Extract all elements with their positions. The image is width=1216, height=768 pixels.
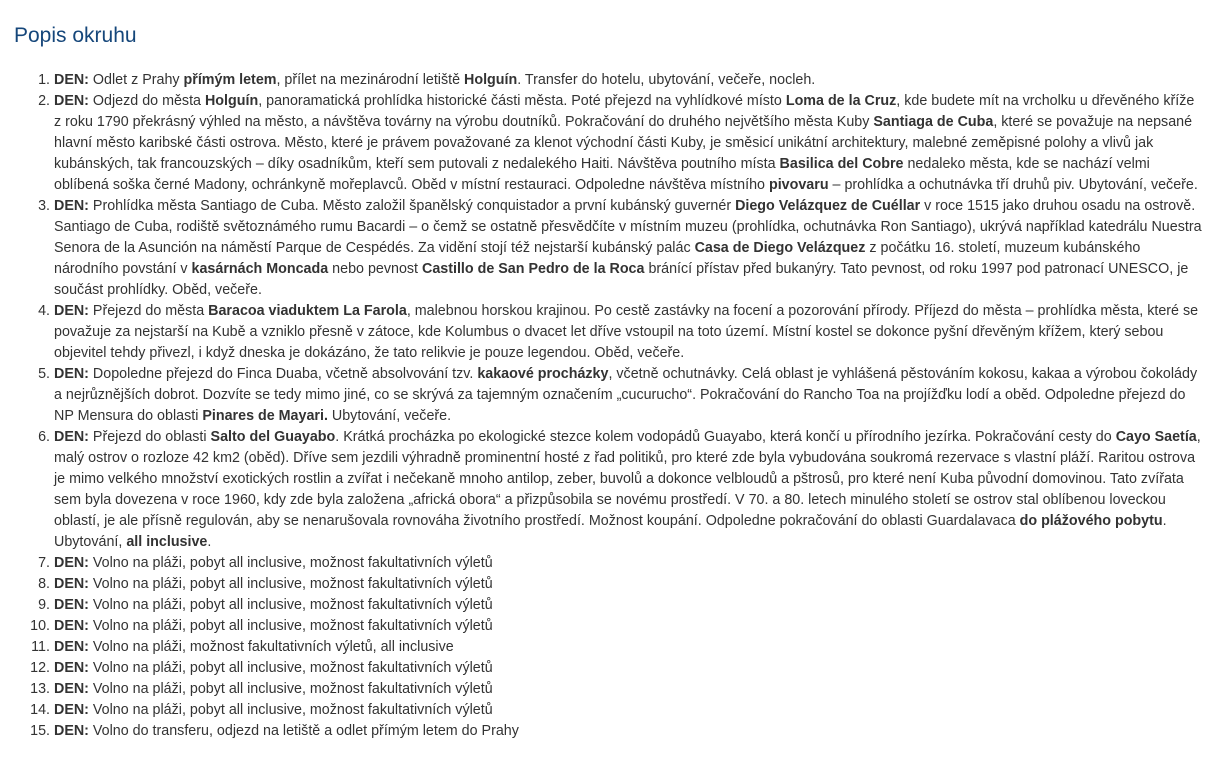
- description-text: Odjezd do města: [88, 93, 205, 109]
- day-number: 3.: [38, 198, 50, 214]
- description-text: Ubytování, večeře.: [327, 408, 452, 424]
- day-description: [54, 198, 1202, 298]
- highlighted-text: Baracoa viaduktem La Farola: [208, 303, 407, 319]
- highlighted-text: DEN:: [54, 681, 89, 697]
- description-text: Dopoledne přejezd do Finca Duaba, včetně absolvování tzv.: [88, 366, 478, 382]
- day-description: [54, 597, 493, 613]
- highlighted-text: DEN:: [54, 639, 89, 655]
- day-number: 7.: [38, 555, 50, 571]
- highlighted-text: DEN:: [54, 93, 89, 109]
- highlighted-text: Loma de la Cruz: [785, 93, 897, 109]
- highlighted-text: kasárnách Moncada: [191, 261, 329, 277]
- itinerary-day: [14, 700, 1202, 721]
- day-number: 11.: [31, 639, 50, 655]
- day-number: 6.: [38, 429, 50, 445]
- highlighted-text: DEN:: [54, 555, 89, 571]
- highlighted-text: Basilica del Cobre: [779, 156, 904, 172]
- itinerary-day: [14, 364, 1202, 427]
- itinerary-day: [14, 91, 1202, 196]
- highlighted-text: DEN:: [54, 660, 89, 676]
- highlighted-text: kakaové procházky: [477, 366, 609, 382]
- section-heading: Popis okruhu: [14, 24, 137, 47]
- itinerary-day: [14, 721, 1202, 742]
- itinerary-day: [14, 301, 1202, 364]
- itinerary-day: [14, 616, 1202, 637]
- itinerary-day: [14, 427, 1202, 553]
- highlighted-text: DEN:: [54, 303, 89, 319]
- description-text: Volno na pláži, pobyt all inclusive, možnost fakultativních výletů: [88, 618, 493, 634]
- description-text: , malý ostrov o rozloze 42 km2 (oběd). Dříve sem jezdili výhradně prominentní hosté z řad politiků, pro které zde byla vybudována soukromá rezervace s vlastní pláží. Raritou ostrova je mimo velkého množství exotických rostlin a zvířat i nečekaně mnoho antilop, zeber, buvolů a dokonce velbloudů a pštrosů, pro které není Kuba původní domovinou. Tato zvířata sem byla dovezena v roce 1960, kdy zde byla založena „africká obora“ a přizpůsobila se novému prostředí. V 70. a 80. letech minulého století se ostrov stal oblíbenou loveckou oblastí, je ale přísně regulován, aby se nenarušovala rovnováha životního prostředí. Možnost koupání. Odpoledne pokračování do oblasti Guardalavaca: [54, 429, 1201, 529]
- highlighted-text: DEN:: [54, 366, 89, 382]
- highlighted-text: Pinares de Mayari.: [202, 408, 328, 424]
- description-text: Volno na pláži, pobyt all inclusive, možnost fakultativních výletů: [88, 681, 493, 697]
- itinerary-list: [14, 70, 1202, 742]
- description-text: Odlet z Prahy: [88, 72, 184, 88]
- description-text: , panoramatická prohlídka historické části města. Poté přejezd na vyhlídkové místo: [258, 93, 786, 109]
- highlighted-text: Holguín: [204, 93, 259, 109]
- day-description: [54, 576, 493, 592]
- description-text: Přejezd do města: [88, 303, 209, 319]
- description-text: . Transfer do hotelu, ubytování, večeře, nocleh.: [517, 72, 816, 88]
- highlighted-text: DEN:: [54, 72, 89, 88]
- description-text: . Krátká procházka po ekologické stezce kolem vodopádů Guayabo, která končí u přírodního jezírka. Pokračování cesty do: [335, 429, 1116, 445]
- description-text: Prohlídka města Santiago de Cuba. Město založil španělský conquistador a první kubánský guvernér: [88, 198, 736, 214]
- description-text: Volno na pláži, pobyt all inclusive, možnost fakultativních výletů: [88, 702, 493, 718]
- description-text: , které se považuje na nepsané hlavní město karibské části ostrova. Město, které je právem považované za klenot východní části Kuby, je směsicí unikátní architektury, malebné zeměpisné polohy a vlivů jak kubánských, tak francouzských – díky osadníkům, kteří sem putovali z nedalekého Haiti. Návštěva poutního místa: [54, 114, 1193, 172]
- highlighted-text: DEN:: [54, 576, 89, 592]
- day-number: 8.: [38, 576, 50, 592]
- description-text: z počátku 16. století, muzeum kubánského národního povstání v: [54, 240, 1141, 277]
- day-description: [54, 366, 1197, 424]
- itinerary-day: [14, 658, 1202, 679]
- day-number: 1.: [38, 72, 50, 88]
- day-number: 12.: [30, 660, 50, 676]
- highlighted-text: DEN:: [54, 198, 89, 214]
- highlighted-text: pivovaru: [768, 177, 829, 193]
- day-number: 15.: [30, 723, 50, 739]
- day-description: [54, 681, 493, 697]
- description-text: , malebnou horskou krajinou. Po cestě zastávky na focení a pozorování přírody. Příjezd do města – prohlídka města, které se považuje za nejstarší na Kubě a vzniklo přesně v zátoce, kde Kolumbus o dvacet let dříve vstoupil na toto území. Místní kostel se dokonce pyšní dřevěným křížem, který sebou objevitel tehdy přivezl, i když dneska je dokázáno, že tato relikvie je pouze legendou. Oběd, večeře.: [54, 303, 1199, 361]
- itinerary-day: [14, 637, 1202, 658]
- description-text: – prohlídka a ochutnávka tří druhů piv. Ubytování, večeře.: [828, 177, 1198, 193]
- description-text: nedaleko města, kde se nachází velmi oblíbená soška černé Madony, ochránkyně mořeplavců. Oběd v místní restauraci. Odpoledne návštěva místního: [54, 156, 1150, 193]
- day-description: [54, 93, 1198, 193]
- highlighted-text: DEN:: [54, 723, 89, 739]
- description-text: Volno na pláži, pobyt all inclusive, možnost fakultativních výletů: [88, 555, 493, 571]
- day-description: [54, 72, 815, 88]
- day-number: 10.: [30, 618, 50, 634]
- highlighted-text: Cayo Saetía: [1115, 429, 1197, 445]
- itinerary-day: [14, 679, 1202, 700]
- day-number: 5.: [38, 366, 50, 382]
- day-description: [54, 303, 1198, 361]
- highlighted-text: Casa de Diego Velázquez: [694, 240, 866, 256]
- highlighted-text: Salto del Guayabo: [210, 429, 336, 445]
- day-number: 4.: [38, 303, 50, 319]
- highlighted-text: Castillo de San Pedro de la Roca: [422, 261, 645, 277]
- description-text: bránící přístav před bukanýry. Tato pevnost, od roku 1997 pod patronací UNESCO, je součást prohlídky. Oběd, večeře.: [54, 261, 1189, 298]
- day-number: 13.: [30, 681, 50, 697]
- day-description: [54, 618, 493, 634]
- day-number: 9.: [38, 597, 50, 613]
- description-text: . Ubytování,: [54, 513, 1167, 550]
- description-text: Volno na pláži, pobyt all inclusive, možnost fakultativních výletů: [88, 660, 493, 676]
- itinerary-day: [14, 595, 1202, 616]
- day-number: 14.: [30, 702, 50, 718]
- day-description: [54, 723, 519, 739]
- itinerary-day: [14, 196, 1202, 301]
- description-text: Volno na pláži, pobyt all inclusive, možnost fakultativních výletů: [88, 576, 493, 592]
- description-text: Volno do transferu, odjezd na letiště a odlet přímým letem do Prahy: [88, 723, 519, 739]
- day-description: [54, 639, 454, 655]
- highlighted-text: Diego Velázquez de Cuéllar: [735, 198, 921, 214]
- description-text: Volno na pláži, možnost fakultativních výletů, all inclusive: [88, 639, 454, 655]
- highlighted-text: all inclusive: [126, 534, 208, 550]
- highlighted-text: DEN:: [54, 618, 89, 634]
- description-text: Přejezd do oblasti: [88, 429, 211, 445]
- highlighted-text: DEN:: [54, 597, 89, 613]
- description-text: , kde budete mít na vrcholku u dřevěného kříže z roku 1790 překrásný výhled na město, a návštěva továrny na výrobu doutníků. Pokračování do druhého největšího města Kuby: [54, 93, 1195, 130]
- highlighted-text: Holguín: [464, 72, 518, 88]
- description-text: Volno na pláži, pobyt all inclusive, možnost fakultativních výletů: [88, 597, 493, 613]
- highlighted-text: přímým letem: [183, 72, 277, 88]
- description-text: .: [207, 534, 212, 550]
- itinerary-day: [14, 70, 1202, 91]
- day-description: [54, 429, 1201, 550]
- description-text: nebo pevnost: [328, 261, 422, 277]
- highlighted-text: DEN:: [54, 429, 89, 445]
- description-text: , včetně ochutnávky. Celá oblast je vyhlášená pěstováním kokosu, kakaa a výrobou čokolády a nejrůznějších dobrot. Dozvíte se tedy mimo jiné, co se skrývá za tajemným označením „cucurucho“. Pokračování do Rancho Toa na projížďku lodí a oběd. Odpoledne přejezd do NP Mensura do oblasti: [54, 366, 1198, 424]
- day-number: 2.: [38, 93, 50, 109]
- itinerary-day: [14, 574, 1202, 595]
- day-description: [54, 660, 493, 676]
- description-text: , přílet na mezinárodní letiště: [276, 72, 465, 88]
- day-description: [54, 702, 493, 718]
- description-text: v roce 1515 jako druhou osadu na ostrově. Santiago de Cuba, rodiště světoznámého rumu Bacardi – o čemž se ostatně přesvědčíte v místním muzeu (prohlídka, ochutnávka Ron Santiago), ukrývá například katedrálu Nuestra Senora de la Asunción na náměstí Parque de Cespédés. Za vidění stojí též nejstarší kubánský palác: [54, 198, 1202, 256]
- highlighted-text: do plážového pobytu: [1019, 513, 1163, 529]
- highlighted-text: Santiaga de Cuba: [873, 114, 994, 130]
- itinerary-day: [14, 553, 1202, 574]
- highlighted-text: DEN:: [54, 702, 89, 718]
- day-description: [54, 555, 493, 571]
